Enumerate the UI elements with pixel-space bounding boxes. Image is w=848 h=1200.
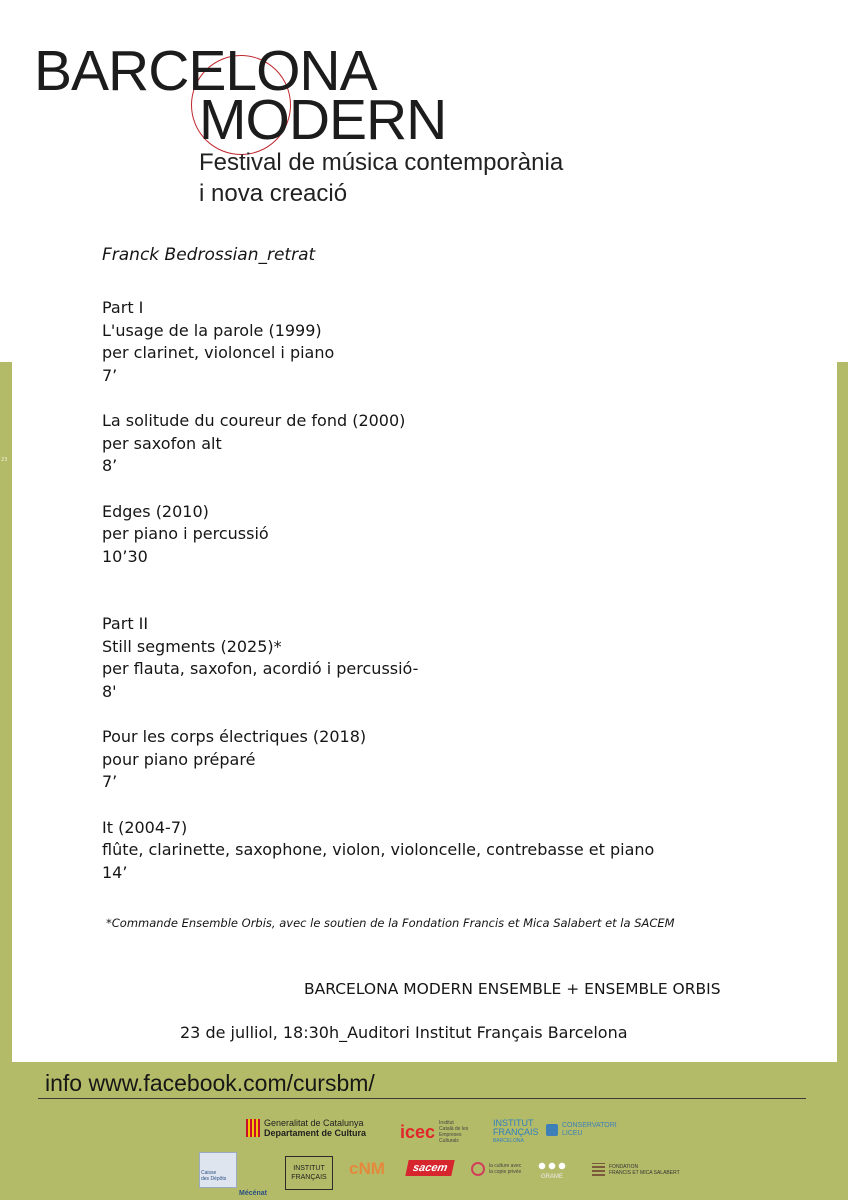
sponsor-institut-francais-barcelona	[493, 1119, 539, 1146]
if-line-1: INSTITUT	[493, 1118, 534, 1128]
logo-line-2: MODERN	[199, 88, 447, 152]
logo-line-1: BARCELONA	[34, 39, 377, 103]
festival-logo	[30, 38, 590, 218]
program-line: 7’	[102, 772, 118, 791]
sponsor-fondation-salabert	[592, 1163, 680, 1176]
catalan-flag-icon	[246, 1119, 260, 1137]
if-line-2: FRANÇAIS	[493, 1127, 539, 1137]
grame-label: GRAME	[540, 1174, 563, 1180]
program-line: L'usage de la parole (1999)	[102, 320, 322, 340]
sponsor-generalitat	[246, 1118, 366, 1138]
caisse-label	[201, 1170, 226, 1182]
conservatori-icon	[546, 1124, 558, 1136]
fondation-line-2: FRANCIS ET MICA SALABERT	[609, 1169, 680, 1176]
event-date-venue: 23 de julliol, 18:30h_Auditori Institut Français Barcelona	[180, 1023, 628, 1042]
ifr-line-1: INSTITUT	[293, 1165, 325, 1172]
sponsor-sacem: sacem	[405, 1160, 455, 1176]
sponsor-copie-privee	[471, 1162, 521, 1176]
generalitat-line-1: Generalitat de Catalunya	[264, 1118, 364, 1128]
program-spacer	[102, 703, 654, 726]
if-line-3: BARCELONA	[493, 1138, 524, 1144]
side-mark: 23	[1, 457, 8, 463]
program-line: 8’	[102, 456, 118, 475]
concert-title: Franck Bedrossian_retrat	[102, 245, 316, 265]
program-list	[102, 297, 654, 884]
commission-footnote: *Commande Ensemble Orbis, avec le soutien de la Fondation Francis et Mica Salabert et la SACEM	[106, 916, 675, 930]
program-line: La solitude du coureur de fond (2000)	[102, 411, 406, 430]
logo-tagline-2: i nova creació	[199, 180, 348, 207]
program-spacer	[102, 478, 654, 501]
ensembles-line: BARCELONA MODERN ENSEMBLE + ENSEMBLE ORBIS	[304, 980, 721, 998]
caisse-line-2: des Dépôts	[201, 1176, 227, 1182]
icec-text-1: Institut	[439, 1120, 454, 1126]
sponsor-institut-francais	[285, 1156, 333, 1190]
grame-icon	[538, 1159, 566, 1173]
sponsor-cnm: cNM	[349, 1159, 385, 1178]
copie-line-2: la copie privée	[489, 1169, 522, 1175]
info-divider	[38, 1098, 806, 1099]
icec-text-3: Empreses	[439, 1132, 462, 1138]
program-line: 8'	[102, 681, 117, 701]
ifr-line-2: FRANÇAIS	[291, 1174, 327, 1181]
program-line: 14’	[102, 862, 128, 882]
program-line: 7’	[102, 365, 118, 385]
info-link[interactable]: info www.facebook.com/cursbm/	[45, 1070, 375, 1096]
program-line: Part I	[102, 298, 144, 317]
generalitat-line-2: Departament de Cultura	[264, 1128, 367, 1138]
program-line: per flauta, saxofon, acordió i percussió-	[102, 659, 419, 678]
program-line: Pour les corps électriques (2018)	[102, 727, 367, 746]
mecenat-label: Mécénat	[239, 1190, 268, 1197]
fondation-icon	[592, 1163, 605, 1176]
fondation-line-1: FONDATION	[609, 1163, 639, 1170]
program-line: flûte, clarinette, saxophone, violon, violoncelle, contrebasse et piano	[102, 840, 655, 859]
caisse-line-1: Caisse	[201, 1170, 217, 1176]
program-line: Part II	[102, 614, 149, 633]
icec-mark: icec	[400, 1121, 436, 1142]
program-line: Edges (2010)	[102, 501, 209, 521]
program-line: It (2004-7)	[102, 817, 188, 837]
sponsor-icec	[400, 1120, 468, 1144]
program-line: per clarinet, violoncel i piano	[102, 343, 335, 362]
conservatori-line-2: LICEU	[562, 1130, 583, 1137]
program-line: per piano i percussió	[102, 524, 269, 543]
program-line: pour piano préparé	[102, 749, 256, 769]
copie-privee-icon	[471, 1162, 485, 1176]
conservatori-line-1: CONSERVATORI	[562, 1122, 617, 1129]
program-line: per saxofon alt	[102, 433, 222, 453]
logo-tagline-1: Festival de música contemporània	[199, 149, 564, 176]
copie-line-1: la culture avec	[489, 1163, 522, 1169]
sponsor-grame	[538, 1159, 566, 1180]
program-spacer	[102, 794, 654, 817]
program-line: 10’30	[102, 546, 148, 566]
program-line: Still segments (2025)*	[102, 636, 282, 656]
icec-text-2: Català de les	[439, 1126, 469, 1132]
program-spacer	[102, 568, 654, 613]
icec-text-4: Culturals	[439, 1138, 459, 1144]
sponsor-conservatori-liceu	[546, 1122, 617, 1138]
program-spacer	[102, 387, 654, 410]
